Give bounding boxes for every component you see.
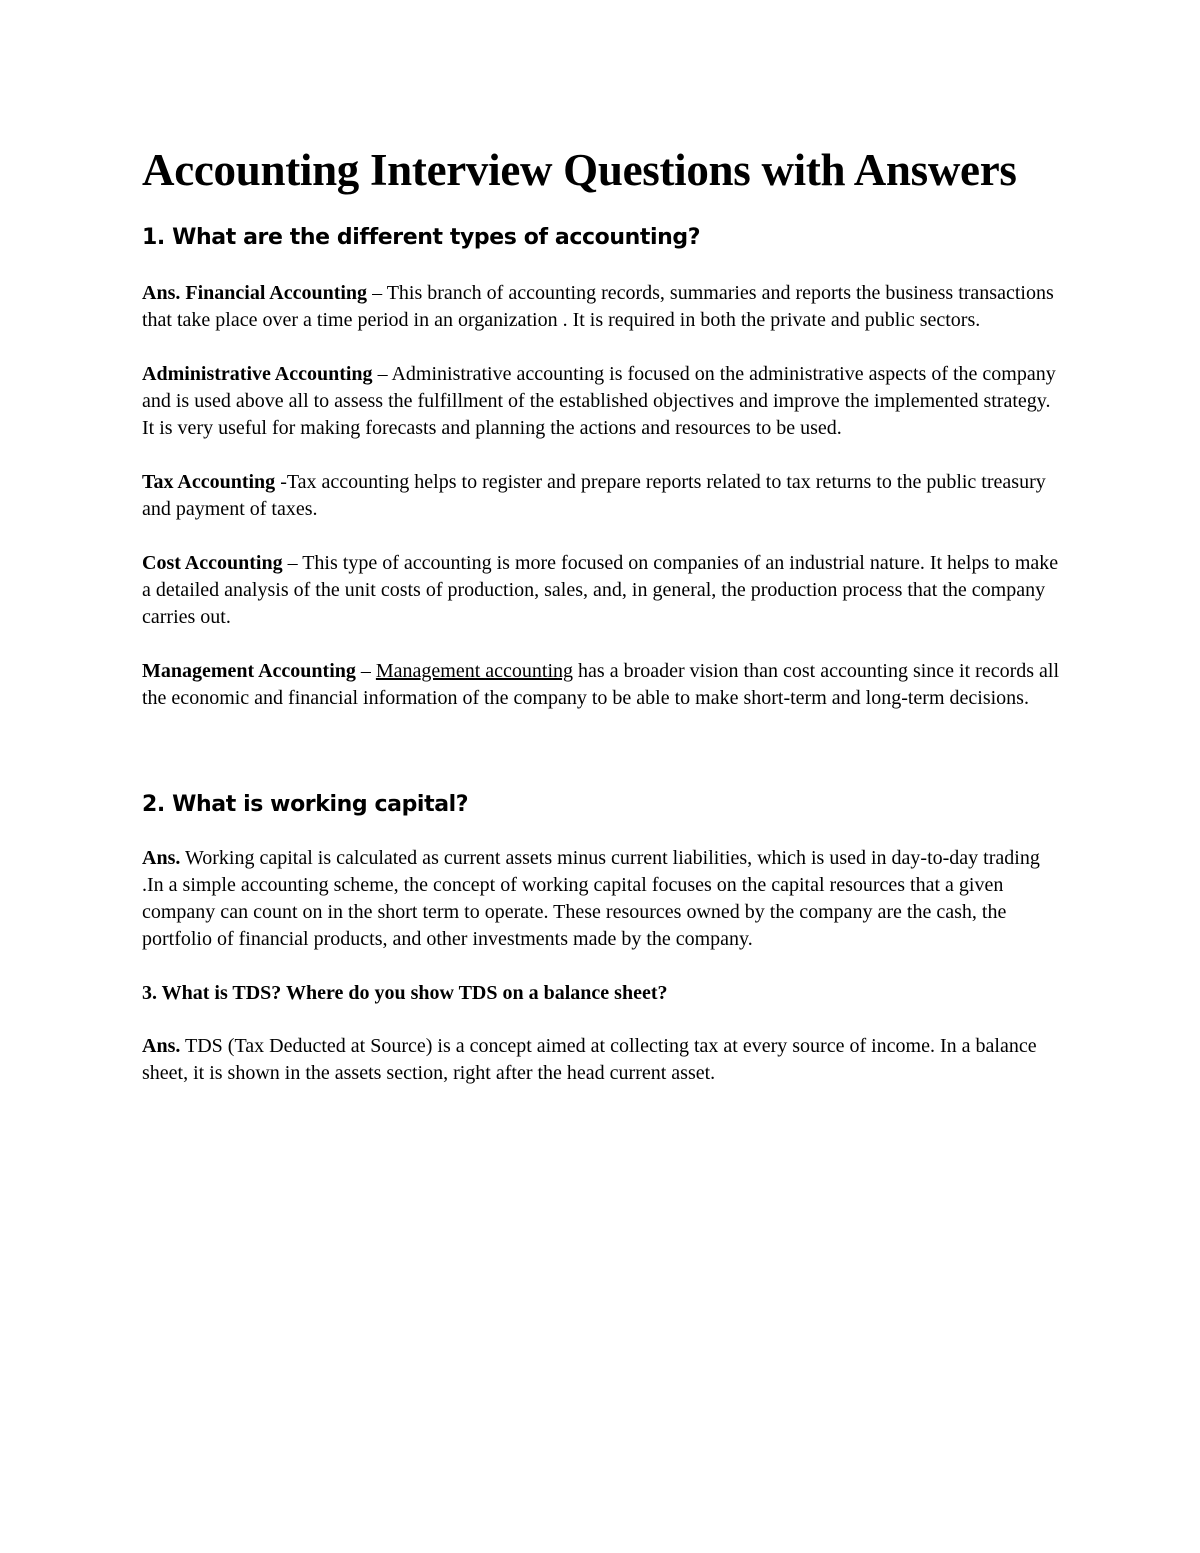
question-2-heading: 2. What is working capital? <box>142 792 469 817</box>
answer-prefix: Ans. <box>142 1035 181 1057</box>
definition-administrative-accounting: – Administrative accounting is focused on the administrative aspects of the company and is used above all to assess the fulfillment of the established objectives and improve the implemented strategy. It is very useful for making forecasts and planning the actions and resources to be used. <box>142 363 1056 439</box>
term-administrative-accounting: Administrative Accounting <box>142 363 373 385</box>
term-financial-accounting: Financial Accounting <box>185 282 368 304</box>
answer-prefix: Ans. <box>142 282 186 304</box>
definition-financial-accounting: – This branch of accounting records, summaries and reports the business transactions that take place over a time period in an organization . It is required in both the private and public sectors. <box>142 282 1054 331</box>
term-tax-accounting: Tax Accounting <box>142 471 276 493</box>
answer-cost-accounting <box>142 550 1062 631</box>
management-accounting-link[interactable]: Management accounting <box>375 660 574 682</box>
definition-tax-accounting: -Tax accounting helps to register and prepare reports related to tax returns to the public treasury and payment of taxes. <box>142 471 1046 520</box>
answer-prefix: Ans. <box>142 847 181 869</box>
question-3-heading: 3. What is TDS? Where do you show TDS on a balance sheet? <box>142 982 668 1004</box>
definition-cost-accounting: – This type of accounting is more focused on companies of an industrial nature. It helps to make a detailed analysis of the unit costs of production, sales, and, in general, the production process that the company carries out. <box>142 552 1059 628</box>
answer-administrative-accounting <box>142 361 1062 442</box>
answer-working-capital <box>142 845 1062 953</box>
term-management-accounting: Management Accounting <box>142 660 356 682</box>
answer-tax-accounting <box>142 469 1062 523</box>
definition-working-capital: Working capital is calculated as current assets minus current liabilities, which is used in day-to-day trading .In a simple accounting scheme, the concept of working capital focuses on the capital resources that a given company can count on in the short term to operate. These resources owned by the company are the cash, the portfolio of financial products, and other investments made by the company. <box>142 847 1040 950</box>
answer-management-accounting <box>142 658 1062 712</box>
definition-management-accounting: has a broader vision than cost accounting since it records all the economic and financial information of the company to be able to make short-term and long-term decisions. <box>142 660 1060 709</box>
term-cost-accounting: Cost Accounting <box>142 552 283 574</box>
answer-tds <box>142 1033 1062 1087</box>
document-title: Accounting Interview Questions with Answers <box>142 145 1017 195</box>
answer-financial-accounting <box>142 280 1062 334</box>
question-1-heading: 1. What are the different types of accounting? <box>142 225 701 250</box>
dash-separator: – <box>355 660 376 682</box>
document-page <box>142 142 1062 1087</box>
definition-tds: TDS (Tax Deducted at Source) is a concept aimed at collecting tax at every source of income. In a balance sheet, it is shown in the assets section, right after the head current asset. <box>142 1035 1037 1084</box>
